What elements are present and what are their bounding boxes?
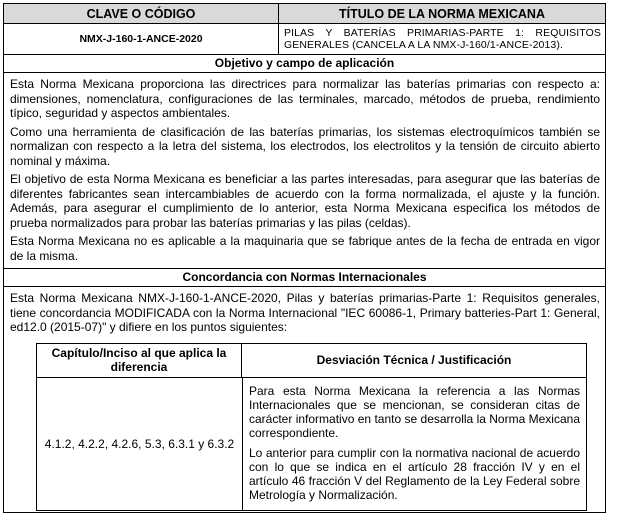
header-row <box>4 4 605 24</box>
justificacion-paragraph: Lo anterior para cumplir con la normativa nacional de acuerdo con lo que se indica en el artículo 28 fracción IV y en el artículo 46 fracción V del Reglamento de la Ley Federal sobre Metrología y Normalización. <box>249 445 580 502</box>
norma-identity-row <box>4 24 605 55</box>
concordancia-paragraph: Esta Norma Mexicana NMX-J-160-1-ANCE-2020, Pilas y baterías primarias-Parte 1: Requisitos generales, tiene concordancia MODIFICADA con la Norma Internacional "IEC 60086-1, Primary batteries-Part 1: General, ed12.0 (2015-07)" y difiere en los puntos siguientes: <box>10 291 600 334</box>
capitulo-cell: 4.1.2, 4.2.2, 4.2.6, 5.3, 6.3.1 y 6.3.2 <box>37 378 243 510</box>
header-code-column: CLAVE O CÓDIGO <box>4 4 279 23</box>
concordancia-title: Concordancia con Normas Internacionales <box>4 269 605 287</box>
deviation-table <box>36 343 587 511</box>
concordancia-section <box>4 269 605 515</box>
norma-code: NMX-J-160-1-ANCE-2020 <box>4 24 279 54</box>
header-title-column: TÍTULO DE LA NORMA MEXICANA <box>279 4 605 23</box>
objetivo-paragraph: Como una herramienta de clasificación de las baterías primarias, los sistemas electroquímicos también se normalizan con respecto a la letra del sistema, los electrodos, los electrolitos y la tensión de circuito abierto nominal y máxima. <box>10 124 600 168</box>
justificacion-cell <box>243 378 586 510</box>
norma-title: PILAS Y BATERÍAS PRIMARIAS-PARTE 1: REQUISITOS GENERALES (CANCELA A LA NMX-J-160/1-ANCE-2013). <box>284 27 601 51</box>
objetivo-paragraph: El objetivo de esta Norma Mexicana es beneficiar a las partes interesadas, para asegurar que las baterías de diferentes fabricantes sean intercambiables de acuerdo con la forma normalizada, el ajuste y la función. Además, para asegurar el cumplimiento de lo anterior, esta Norma Mexicana especifica los métodos de prueba normalizados para probar las baterías primarias y las pilas (celdas). <box>10 172 600 230</box>
objetivo-title: Objetivo y campo de aplicación <box>4 55 605 73</box>
justificacion-paragraph: Para esta Norma Mexicana la referencia a las Normas Internacionales que se mencionan, se consideran citas de carácter informativo en tanto se desarrolla la Norma Mexicana correspondiente. <box>249 383 580 440</box>
capitulo-column-header: Capítulo/Inciso al que aplica la diferencia <box>37 344 242 377</box>
objetivo-paragraph: Esta Norma Mexicana no es aplicable a la maquinaria que se fabrique antes de la fecha de entrada en vigor de la misma. <box>10 234 600 263</box>
objetivo-section <box>4 55 605 269</box>
norma-document <box>3 3 606 513</box>
deviation-table-header <box>37 344 586 378</box>
objetivo-paragraph: Esta Norma Mexicana proporciona las directrices para normalizar las baterías primarias con respecto a: dimensiones, nomenclatura, configuraciones de las terminales, marcado, métodos de prueba, rendimiento típico, seguridad y aspectos ambientales. <box>10 77 600 120</box>
desviacion-column-header: Desviación Técnica / Justificación <box>316 353 512 367</box>
table-row <box>37 378 586 510</box>
